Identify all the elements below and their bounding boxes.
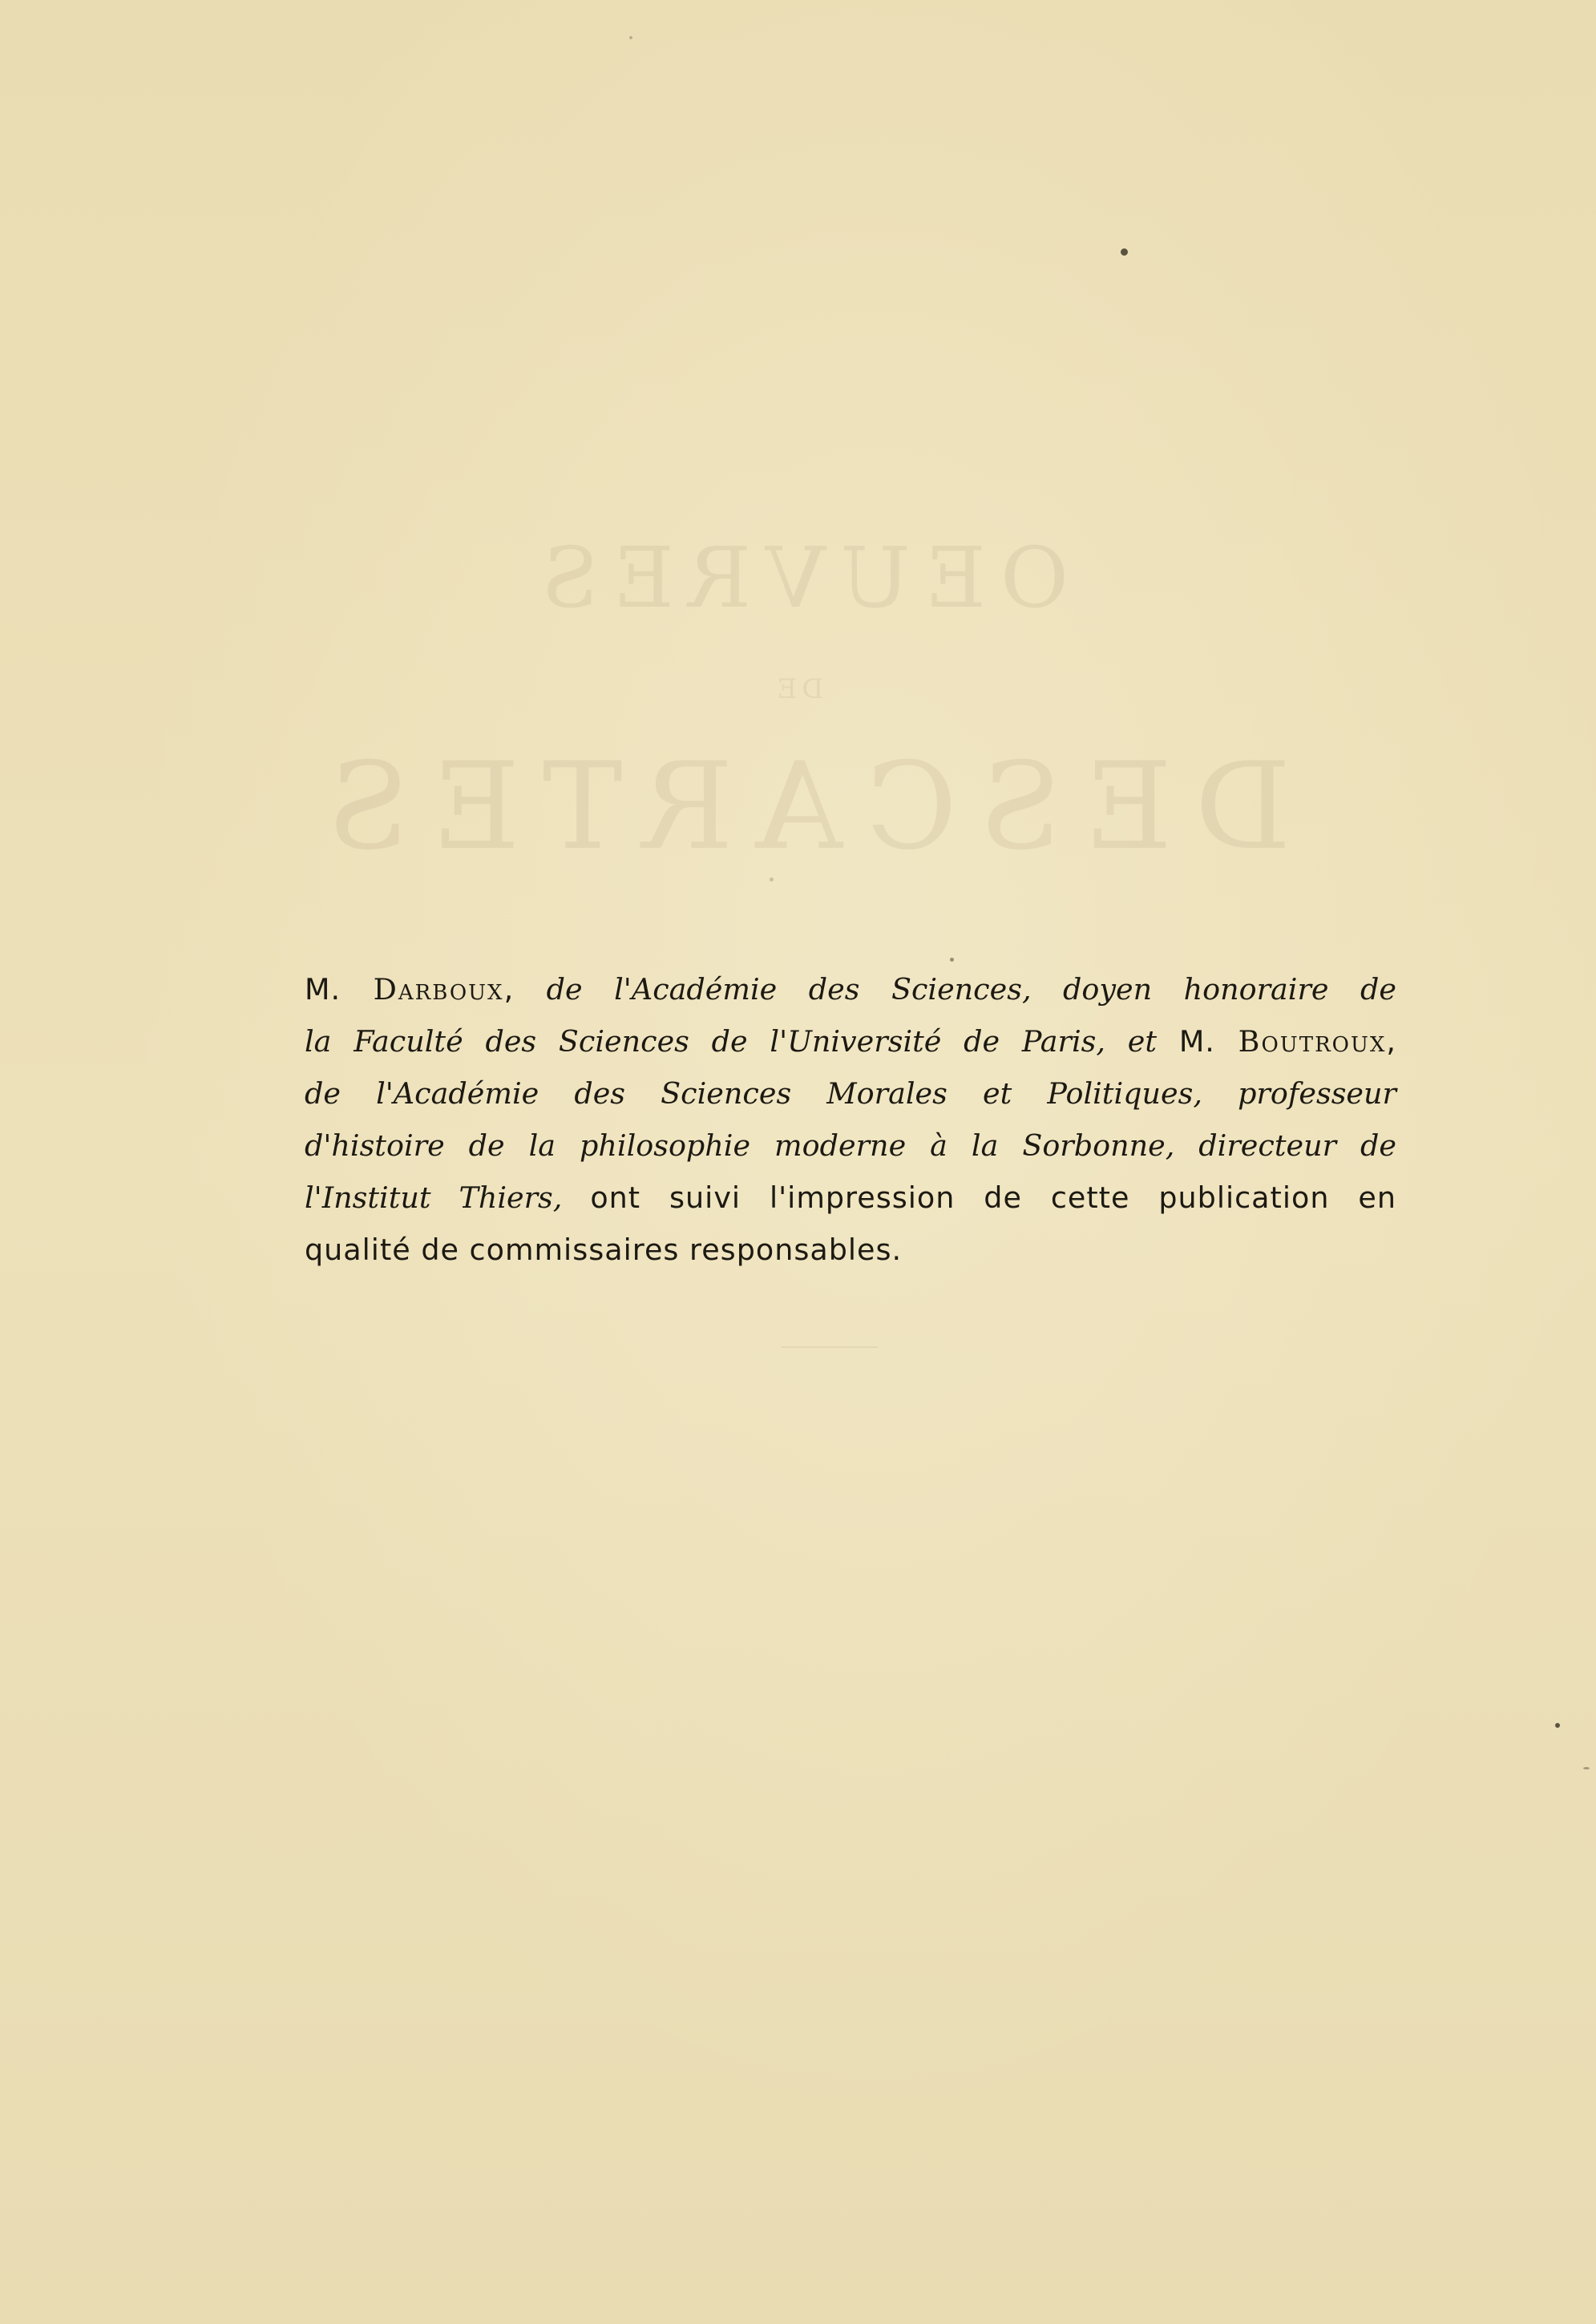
notice-text-run: la Faculté des Sciences de l'Université de Paris, et (305, 1024, 1179, 1059)
bleed-through-rule (782, 1346, 878, 1348)
notice-text-run: M. (305, 972, 374, 1007)
bleed-through-shadow: OEUVRES (527, 529, 1069, 627)
notice-text-run: Boutroux (1238, 1024, 1387, 1059)
notice-line (305, 1120, 1396, 1172)
notice-line (305, 1015, 1396, 1067)
notice-line (305, 1067, 1396, 1120)
responsibility-notice (305, 963, 1396, 1276)
notice-text-run: ont suivi l'impression de cette publication en (590, 1180, 1396, 1215)
notice-line (305, 963, 1396, 1015)
notice-line (305, 1172, 1396, 1224)
notice-text-run: qualité de commissaires responsables. (305, 1233, 903, 1267)
notice-text-run: Darboux (373, 972, 504, 1007)
notice-text-run: M. (1178, 1024, 1238, 1059)
notice-line (305, 1224, 1396, 1276)
notice-text-run: de l'Académie des Sciences, doyen honoraire de (546, 972, 1396, 1007)
bleed-through-shadow: DESCARTES (305, 737, 1291, 877)
notice-text-run: l'Institut Thiers, (305, 1180, 591, 1215)
notice-text-run: de l'Académie des Sciences Morales et Politiques, professeur (305, 1076, 1396, 1111)
notice-text-run: , (503, 972, 547, 1007)
notice-text-run: , (1386, 1024, 1396, 1059)
notice-text-run: d'histoire de la philosophie moderne à la Sorbonne, directeur de (305, 1128, 1396, 1163)
bleed-through-shadow: DE (772, 673, 824, 705)
